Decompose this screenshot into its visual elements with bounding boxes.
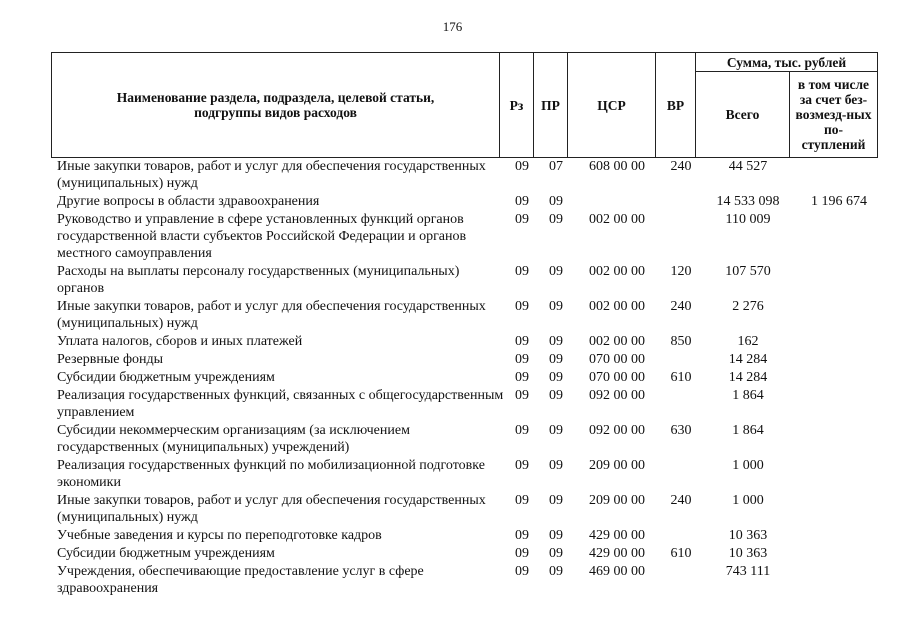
row-name: Реализация государственных функций, связанных с общегосударственным управлением [57,388,504,420]
row-total: 1 000 [732,458,764,473]
row-free-receipts [795,263,883,298]
row-name: Иные закупки товаров, работ и услуг для обеспечения государственных (муниципальных) нужд [57,299,486,331]
row-pr: 09 [549,528,563,543]
row-total: 1 000 [732,493,764,508]
row-total: 110 009 [725,212,771,227]
row-csr: 070 00 00 [589,352,645,367]
table-row [51,158,883,193]
row-rz: 09 [515,334,529,349]
row-name: Субсидии некоммерческим организациям (за исключением государственных (муниципальных) учреждений) [57,423,410,455]
header-free-receipts: в том числе за счет без-возмезд-ных по-ступлений [790,72,878,158]
row-pr: 09 [549,493,563,508]
row-name: Реализация государственных функций по мобилизационной подготовке экономики [57,458,485,490]
row-free-receipts [795,333,883,351]
row-total: 1 864 [732,388,764,403]
row-csr: 092 00 00 [589,388,645,403]
table-row [51,457,883,492]
row-pr: 09 [549,334,563,349]
row-vr [661,193,701,211]
row-vr: 240 [670,159,692,174]
row-name: Расходы на выплаты персоналу государственных (муниципальных) органов [57,264,460,296]
row-name: Учебные заведения и курсы по переподготовке кадров [57,528,382,543]
row-csr: 002 00 00 [589,299,645,314]
row-vr: 120 [670,264,692,279]
row-rz: 09 [515,388,529,403]
row-free-receipts [795,545,883,563]
row-rz: 09 [515,299,529,314]
row-rz: 09 [515,458,529,473]
row-pr: 09 [549,194,563,209]
row-total: 162 [737,334,759,349]
row-rz: 09 [515,493,529,508]
row-vr: 850 [670,334,692,349]
row-csr: 429 00 00 [589,528,645,543]
row-csr [573,193,661,211]
row-vr [661,527,701,545]
row-total: 14 533 098 [716,194,780,209]
table-row [51,492,883,527]
row-rz: 09 [515,212,529,227]
row-csr: 002 00 00 [589,334,645,349]
table-row [51,387,883,422]
table-row [51,193,883,211]
table-row [51,298,883,333]
row-pr: 09 [549,388,563,403]
row-name: Субсидии бюджетным учреждениям [57,370,275,385]
row-total: 14 284 [728,352,768,367]
row-total: 14 284 [728,370,768,385]
row-csr: 209 00 00 [589,458,645,473]
row-rz: 09 [515,564,529,579]
row-rz: 09 [515,159,529,174]
row-pr: 09 [549,264,563,279]
table-row [51,333,883,351]
table-row [51,422,883,457]
table-row [51,527,883,545]
row-free-receipts [795,563,883,598]
row-name: Руководство и управление в сфере установленных функций органов государственной власти субъектов Российской Федерации и органов местного самоуправления [57,212,467,261]
row-pr: 09 [549,564,563,579]
row-total: 44 527 [728,159,768,174]
header-rz: Рз [500,53,534,158]
row-total: 10 363 [728,546,768,561]
table-header [51,52,878,158]
table-row [51,211,883,263]
row-csr: 429 00 00 [589,546,645,561]
row-rz: 09 [515,264,529,279]
row-name: Иные закупки товаров, работ и услуг для обеспечения государственных (муниципальных) нужд [57,493,486,525]
table-row [51,369,883,387]
row-free-receipts [795,422,883,457]
row-vr: 240 [670,299,692,314]
row-rz: 09 [515,352,529,367]
row-vr: 630 [670,423,692,438]
row-name: Другие вопросы в области здравоохранения [57,194,320,209]
row-pr: 07 [549,159,563,174]
row-pr: 09 [549,423,563,438]
row-name: Субсидии бюджетным учреждениям [57,546,275,561]
row-free-receipts [795,351,883,369]
row-rz: 09 [515,370,529,385]
table-row [51,563,883,598]
row-pr: 09 [549,212,563,227]
row-free-receipts [795,492,883,527]
row-pr: 09 [549,370,563,385]
row-csr: 002 00 00 [589,212,645,227]
header-name: Наименование раздела, подраздела, целевой статьи, подгруппы видов расходов [52,53,500,158]
row-vr [661,457,701,492]
table-row [51,545,883,563]
header-csr: ЦСР [568,53,656,158]
row-csr: 469 00 00 [589,564,645,579]
row-csr: 092 00 00 [589,423,645,438]
row-pr: 09 [549,352,563,367]
row-total: 107 570 [725,264,771,279]
row-pr: 09 [549,458,563,473]
table-row [51,263,883,298]
page-number: 176 [442,19,463,34]
header-vr: ВР [656,53,696,158]
row-name: Учреждения, обеспечивающие предоставление услуг в сфере здравоохранения [57,564,424,596]
row-free-receipts [795,387,883,422]
row-csr: 070 00 00 [589,370,645,385]
row-vr [661,351,701,369]
row-csr: 608 00 00 [589,159,645,174]
row-rz: 09 [515,546,529,561]
row-free-receipts [795,158,883,193]
row-free-receipts: 1 196 674 [811,194,867,209]
row-rz: 09 [515,528,529,543]
row-free-receipts [795,369,883,387]
row-rz: 09 [515,423,529,438]
table-row [51,351,883,369]
row-vr: 610 [670,546,692,561]
row-name: Резервные фонды [57,352,164,367]
header-sum-group: Сумма, тыс. рублей [696,53,878,72]
row-free-receipts [795,298,883,333]
expense-table [51,158,883,598]
row-vr: 610 [670,370,692,385]
row-total: 2 276 [732,299,764,314]
header-pr: ПР [534,53,568,158]
row-total: 743 111 [725,564,771,579]
row-free-receipts [795,527,883,545]
row-csr: 002 00 00 [589,264,645,279]
row-csr: 209 00 00 [589,493,645,508]
row-name: Иные закупки товаров, работ и услуг для обеспечения государственных (муниципальных) нужд [57,159,486,191]
row-rz: 09 [515,194,529,209]
row-vr [661,387,701,422]
row-vr: 240 [670,493,692,508]
row-pr: 09 [549,546,563,561]
row-pr: 09 [549,299,563,314]
row-total: 10 363 [728,528,768,543]
row-vr [661,563,701,598]
row-free-receipts [795,457,883,492]
row-total: 1 864 [732,423,764,438]
header-total: Всего [696,72,790,158]
row-vr [661,211,701,263]
row-free-receipts [795,211,883,263]
row-name: Уплата налогов, сборов и иных платежей [57,334,303,349]
